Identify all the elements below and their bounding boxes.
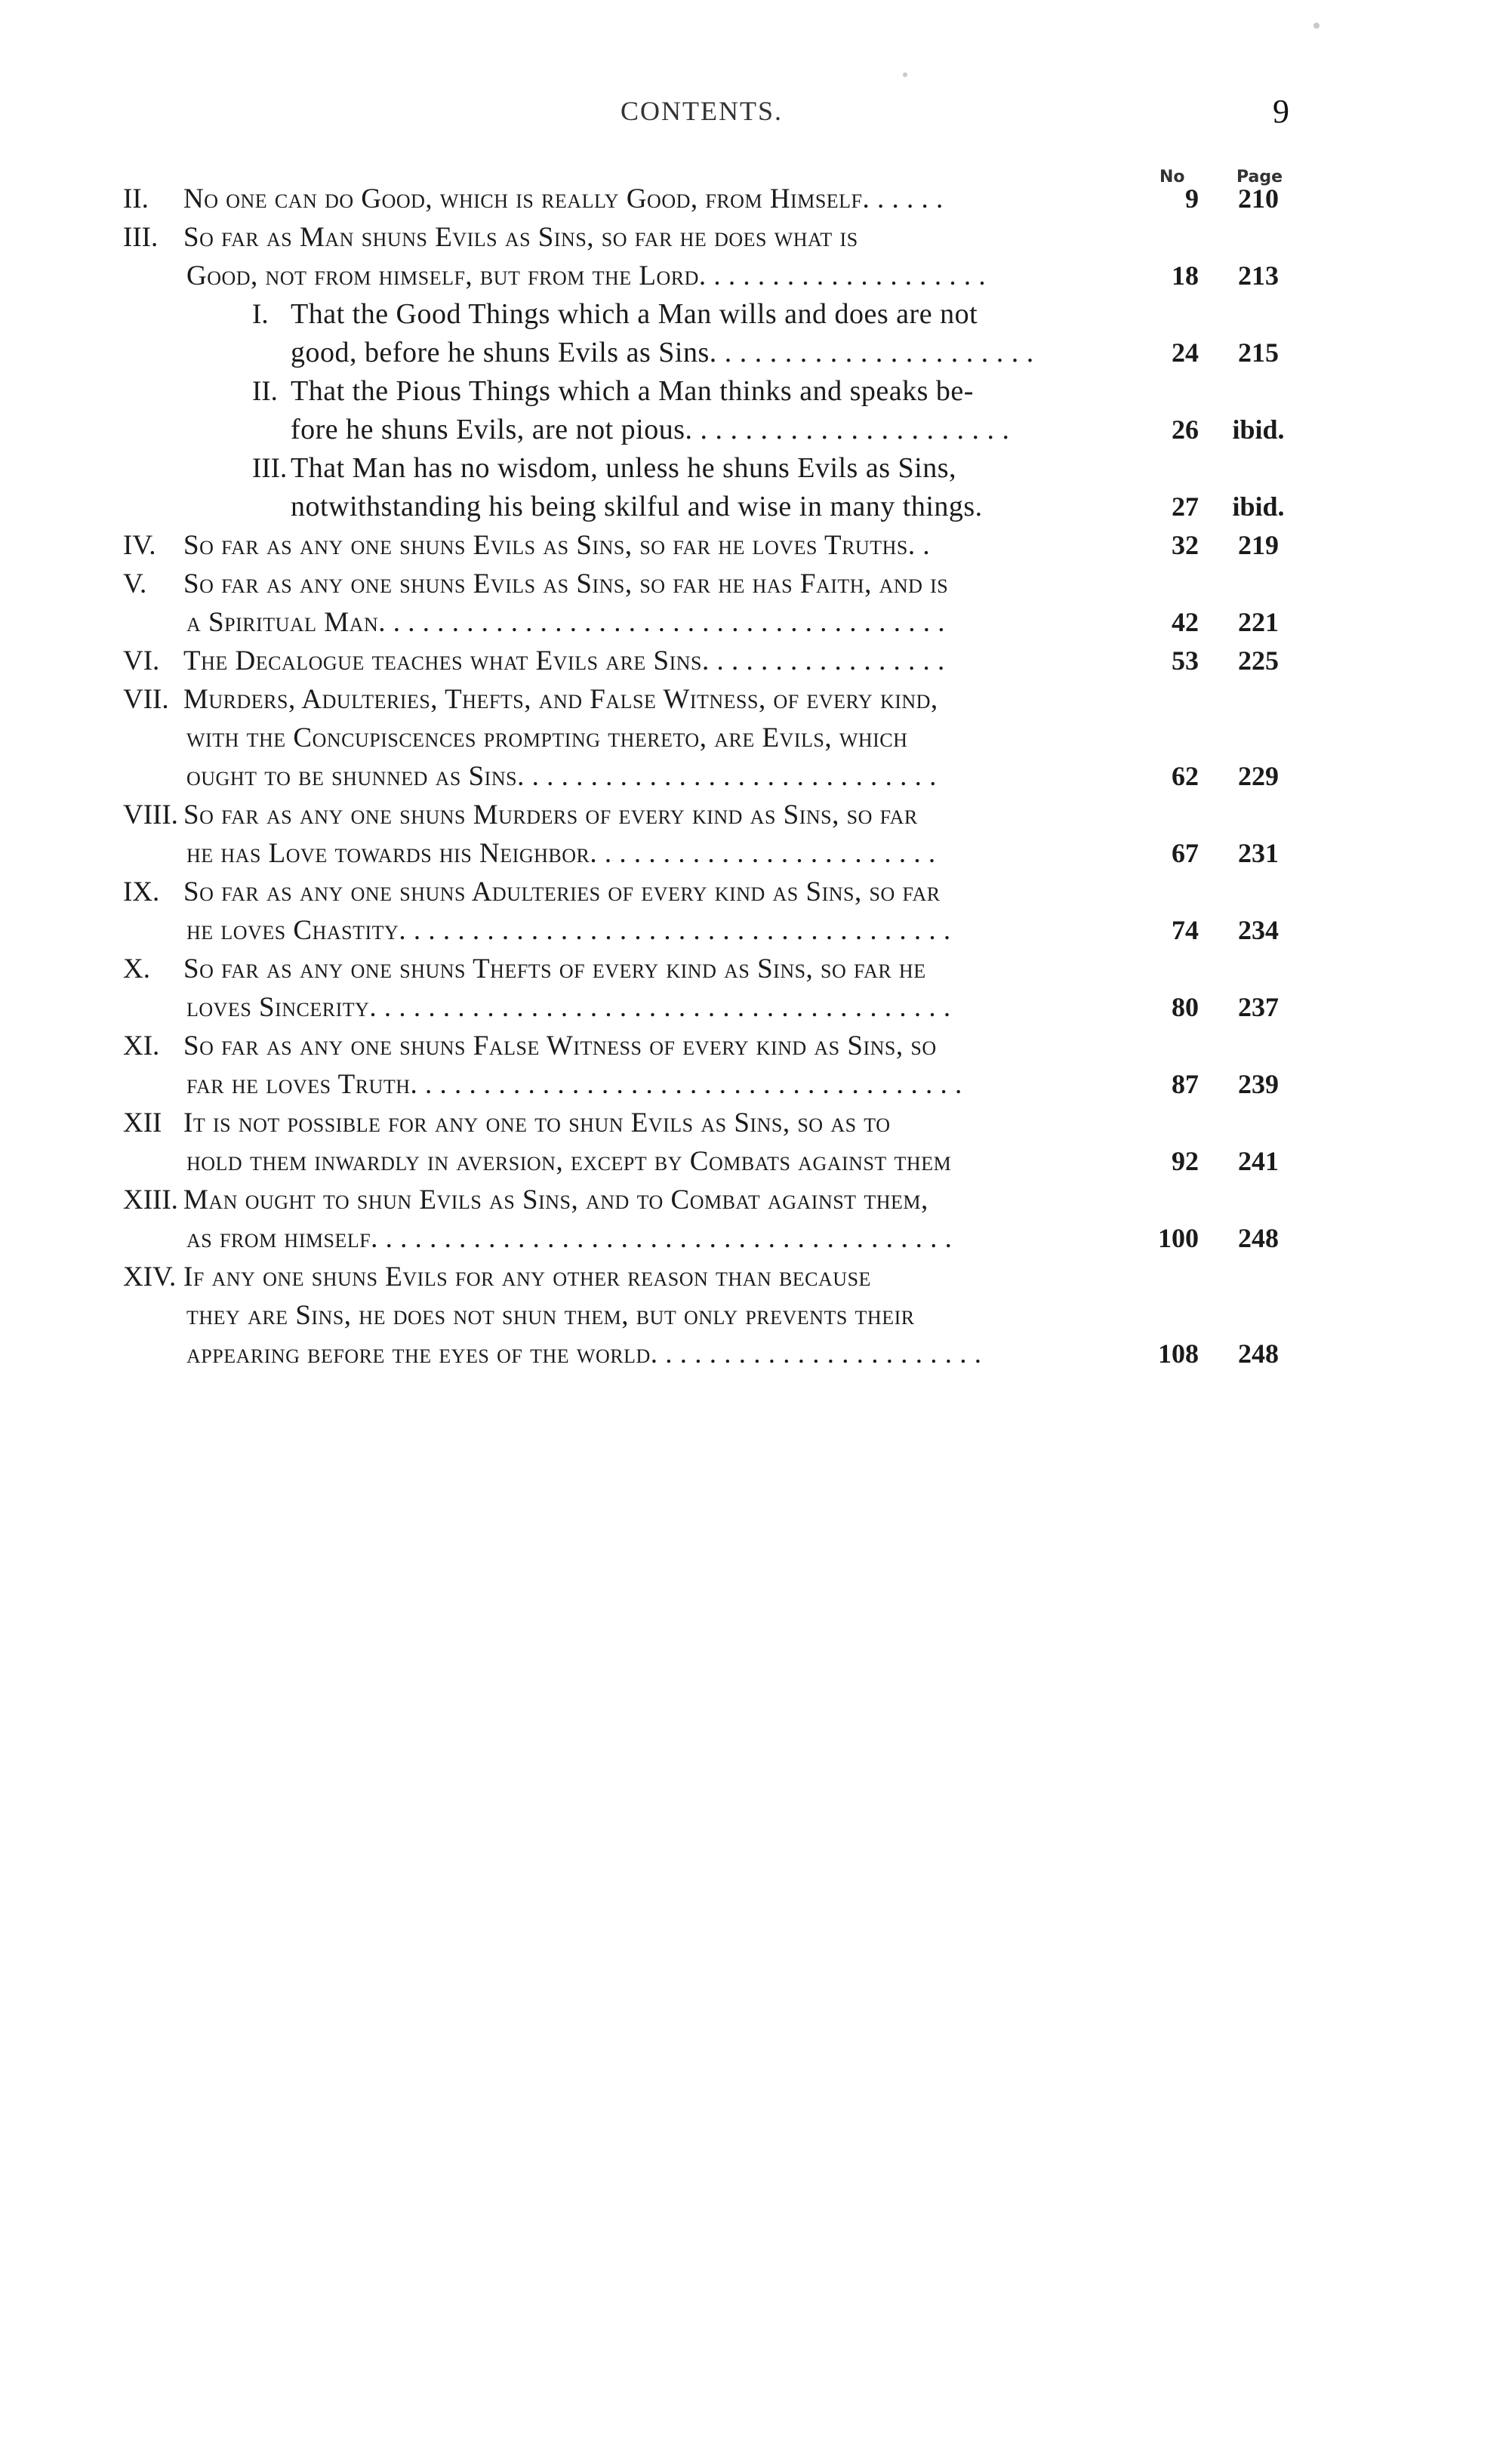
entry-page-number: 237	[1238, 992, 1279, 1022]
entry-numeral: XI.	[123, 1030, 160, 1061]
toc-entry	[0, 1027, 1512, 1104]
toc-line	[0, 1335, 1512, 1373]
toc-entry	[0, 180, 1512, 218]
entry-numeral: III.	[252, 453, 288, 484]
toc-line	[0, 680, 1512, 719]
entry-numeral: XII	[123, 1107, 162, 1138]
entry-text: So far as any one shuns Thefts of every kind as Sins, so far he	[183, 953, 926, 984]
entry-numeral: VIII.	[123, 799, 178, 830]
entry-text: Good, not from himself, but from the Lord. . . . . . . . . . . . . . . . . . . .	[186, 260, 987, 291]
running-head	[0, 95, 1512, 133]
entry-text: with the Concupiscences prompting thereto, are Evils, which	[186, 722, 908, 753]
toc-line	[0, 1258, 1512, 1296]
entry-text: fore he shuns Evils, are not pious. . . . . . . . . . . . . . . . . . . . . .	[291, 414, 1010, 445]
entry-section-number: 27	[1172, 491, 1199, 522]
table-of-contents	[0, 180, 1512, 1373]
entry-text: Murders, Adulteries, Thefts, and False Witness, of every kind,	[183, 684, 938, 715]
entry-section-number: 26	[1172, 414, 1199, 445]
entry-text: The Decalogue teaches what Evils are Sins. . . . . . . . . . . . . . . . .	[183, 645, 945, 676]
entry-page-number: 225	[1238, 645, 1279, 676]
entry-text: he loves Chastity. . . . . . . . . . . . . . . . . . . . . . . . . . . . . . . . . . . . . .	[186, 915, 951, 946]
toc-line	[0, 719, 1512, 757]
entry-numeral: VI.	[123, 645, 160, 676]
toc-line	[0, 1219, 1512, 1258]
entry-page-number: 248	[1238, 1338, 1279, 1369]
toc-entry	[0, 565, 1512, 642]
entry-section-number: 100	[1158, 1223, 1199, 1253]
toc-line	[0, 1104, 1512, 1142]
entry-section-number: 9	[1185, 183, 1199, 214]
entry-text: That Man has no wisdom, unless he shuns Evils as Sins,	[291, 452, 956, 484]
entry-page-number: 231	[1238, 838, 1279, 868]
entry-text: It is not possible for any one to shun Evils as Sins, so as to	[183, 1107, 891, 1138]
entry-text: notwithstanding his being skilful and wise in many things.	[291, 491, 983, 522]
toc-line	[0, 411, 1512, 449]
paper-speck	[903, 72, 907, 77]
entry-text: a Spiritual Man. . . . . . . . . . . . . . . . . . . . . . . . . . . . . . . . . . . . . . .	[186, 607, 945, 638]
entry-section-number: 80	[1172, 992, 1199, 1022]
toc-line	[0, 488, 1512, 526]
entry-section-number: 92	[1172, 1146, 1199, 1176]
entry-text: loves Sincerity. . . . . . . . . . . . . . . . . . . . . . . . . . . . . . . . . . . . . . . .	[186, 992, 951, 1023]
entry-page-number: 219	[1238, 530, 1279, 560]
paper-speck	[1313, 23, 1320, 29]
entry-section-number: 67	[1172, 838, 1199, 868]
toc-line	[0, 950, 1512, 988]
toc-entry	[0, 796, 1512, 873]
entry-page-number: 213	[1238, 260, 1279, 291]
entry-text: he has Love towards his Neighbor. . . . . . . . . . . . . . . . . . . . . . . .	[186, 838, 936, 869]
toc-line	[0, 218, 1512, 257]
toc-line	[0, 1065, 1512, 1104]
toc-line	[0, 1027, 1512, 1065]
toc-entry	[0, 950, 1512, 1027]
toc-line	[0, 1142, 1512, 1181]
entry-numeral: IX.	[123, 876, 160, 907]
entry-text: If any one shuns Evils for any other reason than because	[183, 1261, 871, 1292]
toc-line	[0, 834, 1512, 873]
entry-text: So far as any one shuns Murders of every kind as Sins, so far	[183, 799, 918, 830]
entry-text: So far as Man shuns Evils as Sins, so far he does what is	[183, 222, 858, 253]
entry-page-number: ibid.	[1232, 414, 1285, 445]
entry-text: they are Sins, he does not shun them, but only prevents their	[186, 1300, 915, 1331]
entry-text: ought to be shunned as Sins. . . . . . . . . . . . . . . . . . . . . . . . . . . . .	[186, 761, 937, 792]
toc-line	[0, 988, 1512, 1027]
toc-entry	[0, 526, 1512, 565]
entry-text: So far as any one shuns Evils as Sins, so far he loves Truths. .	[183, 530, 931, 561]
entry-numeral: IV.	[123, 530, 156, 561]
toc-entry	[0, 1258, 1512, 1373]
entry-text: So far as any one shuns False Witness of every kind as Sins, so	[183, 1030, 937, 1061]
toc-subentry	[0, 449, 1512, 526]
entry-section-number: 42	[1172, 607, 1199, 637]
toc-line	[0, 565, 1512, 603]
entry-text: good, before he shuns Evils as Sins. . . . . . . . . . . . . . . . . . . . . .	[291, 337, 1034, 368]
toc-line	[0, 911, 1512, 950]
toc-line	[0, 449, 1512, 488]
toc-line	[0, 1181, 1512, 1219]
toc-subentry	[0, 295, 1512, 372]
toc-line	[0, 257, 1512, 295]
entry-numeral: I.	[252, 299, 269, 330]
entry-page-number: 221	[1238, 607, 1279, 637]
entry-text: hold them inwardly in aversion, except by Combats against them	[186, 1146, 952, 1177]
toc-line	[0, 372, 1512, 411]
running-title: CONTENTS.	[621, 96, 783, 126]
toc-subentry	[0, 372, 1512, 449]
entry-numeral: XIV.	[123, 1261, 177, 1292]
entry-page-number: ibid.	[1232, 491, 1285, 522]
entry-numeral: III.	[123, 222, 159, 253]
toc-entry	[0, 680, 1512, 796]
toc-line	[0, 526, 1512, 565]
entry-text: That the Pious Things which a Man thinks and speaks be-	[291, 375, 974, 407]
page-number: 9	[1273, 93, 1289, 130]
entry-page-number: 234	[1238, 915, 1279, 945]
entry-page-number: 239	[1238, 1069, 1279, 1099]
toc-line	[0, 334, 1512, 372]
entry-numeral: XIII.	[123, 1184, 178, 1215]
toc-entry	[0, 873, 1512, 950]
entry-section-number: 87	[1172, 1069, 1199, 1099]
toc-entry	[0, 642, 1512, 680]
entry-numeral: II.	[123, 183, 149, 214]
entry-numeral: X.	[123, 953, 150, 984]
toc-line	[0, 757, 1512, 796]
entry-section-number: 24	[1172, 337, 1199, 368]
column-header-no: No	[1159, 168, 1185, 186]
entry-section-number: 18	[1172, 260, 1199, 291]
toc-entry	[0, 1104, 1512, 1181]
entry-page-number: 229	[1238, 761, 1279, 791]
entry-page-number: 248	[1238, 1223, 1279, 1253]
toc-line	[0, 1296, 1512, 1335]
column-header-page: Page	[1236, 168, 1283, 186]
entry-text: That the Good Things which a Man wills and does are not	[291, 298, 978, 330]
entry-text: So far as any one shuns Adulteries of every kind as Sins, so far	[183, 876, 941, 907]
entry-section-number: 74	[1172, 915, 1199, 945]
entry-section-number: 108	[1158, 1338, 1199, 1369]
entry-section-number: 53	[1172, 645, 1199, 676]
entry-section-number: 32	[1172, 530, 1199, 560]
toc-entry	[0, 218, 1512, 295]
toc-line	[0, 642, 1512, 680]
entry-text: as from himself. . . . . . . . . . . . . . . . . . . . . . . . . . . . . . . . . . . . . . . .	[186, 1223, 953, 1254]
entry-text: No one can do Good, which is really Good, from Himself. . . . . .	[183, 183, 944, 214]
toc-line	[0, 295, 1512, 334]
entry-numeral: VII.	[123, 684, 169, 715]
toc-line	[0, 180, 1512, 218]
entry-text: So far as any one shuns Evils as Sins, so far he has Faith, and is	[183, 568, 949, 599]
toc-entry	[0, 1181, 1512, 1258]
entry-text: far he loves Truth. . . . . . . . . . . . . . . . . . . . . . . . . . . . . . . . . . . . . .	[186, 1069, 962, 1100]
entry-section-number: 62	[1172, 761, 1199, 791]
toc-line	[0, 603, 1512, 642]
entry-page-number: 215	[1238, 337, 1279, 368]
toc-line	[0, 796, 1512, 834]
entry-numeral: V.	[123, 568, 147, 599]
entry-page-number: 241	[1238, 1146, 1279, 1176]
entry-text: Man ought to shun Evils as Sins, and to Combat against them,	[183, 1184, 928, 1215]
toc-line	[0, 873, 1512, 911]
entry-text: appearing before the eyes of the world. . . . . . . . . . . . . . . . . . . . . . .	[186, 1338, 982, 1369]
entry-page-number: 210	[1238, 183, 1279, 214]
entry-numeral: II.	[252, 376, 278, 407]
